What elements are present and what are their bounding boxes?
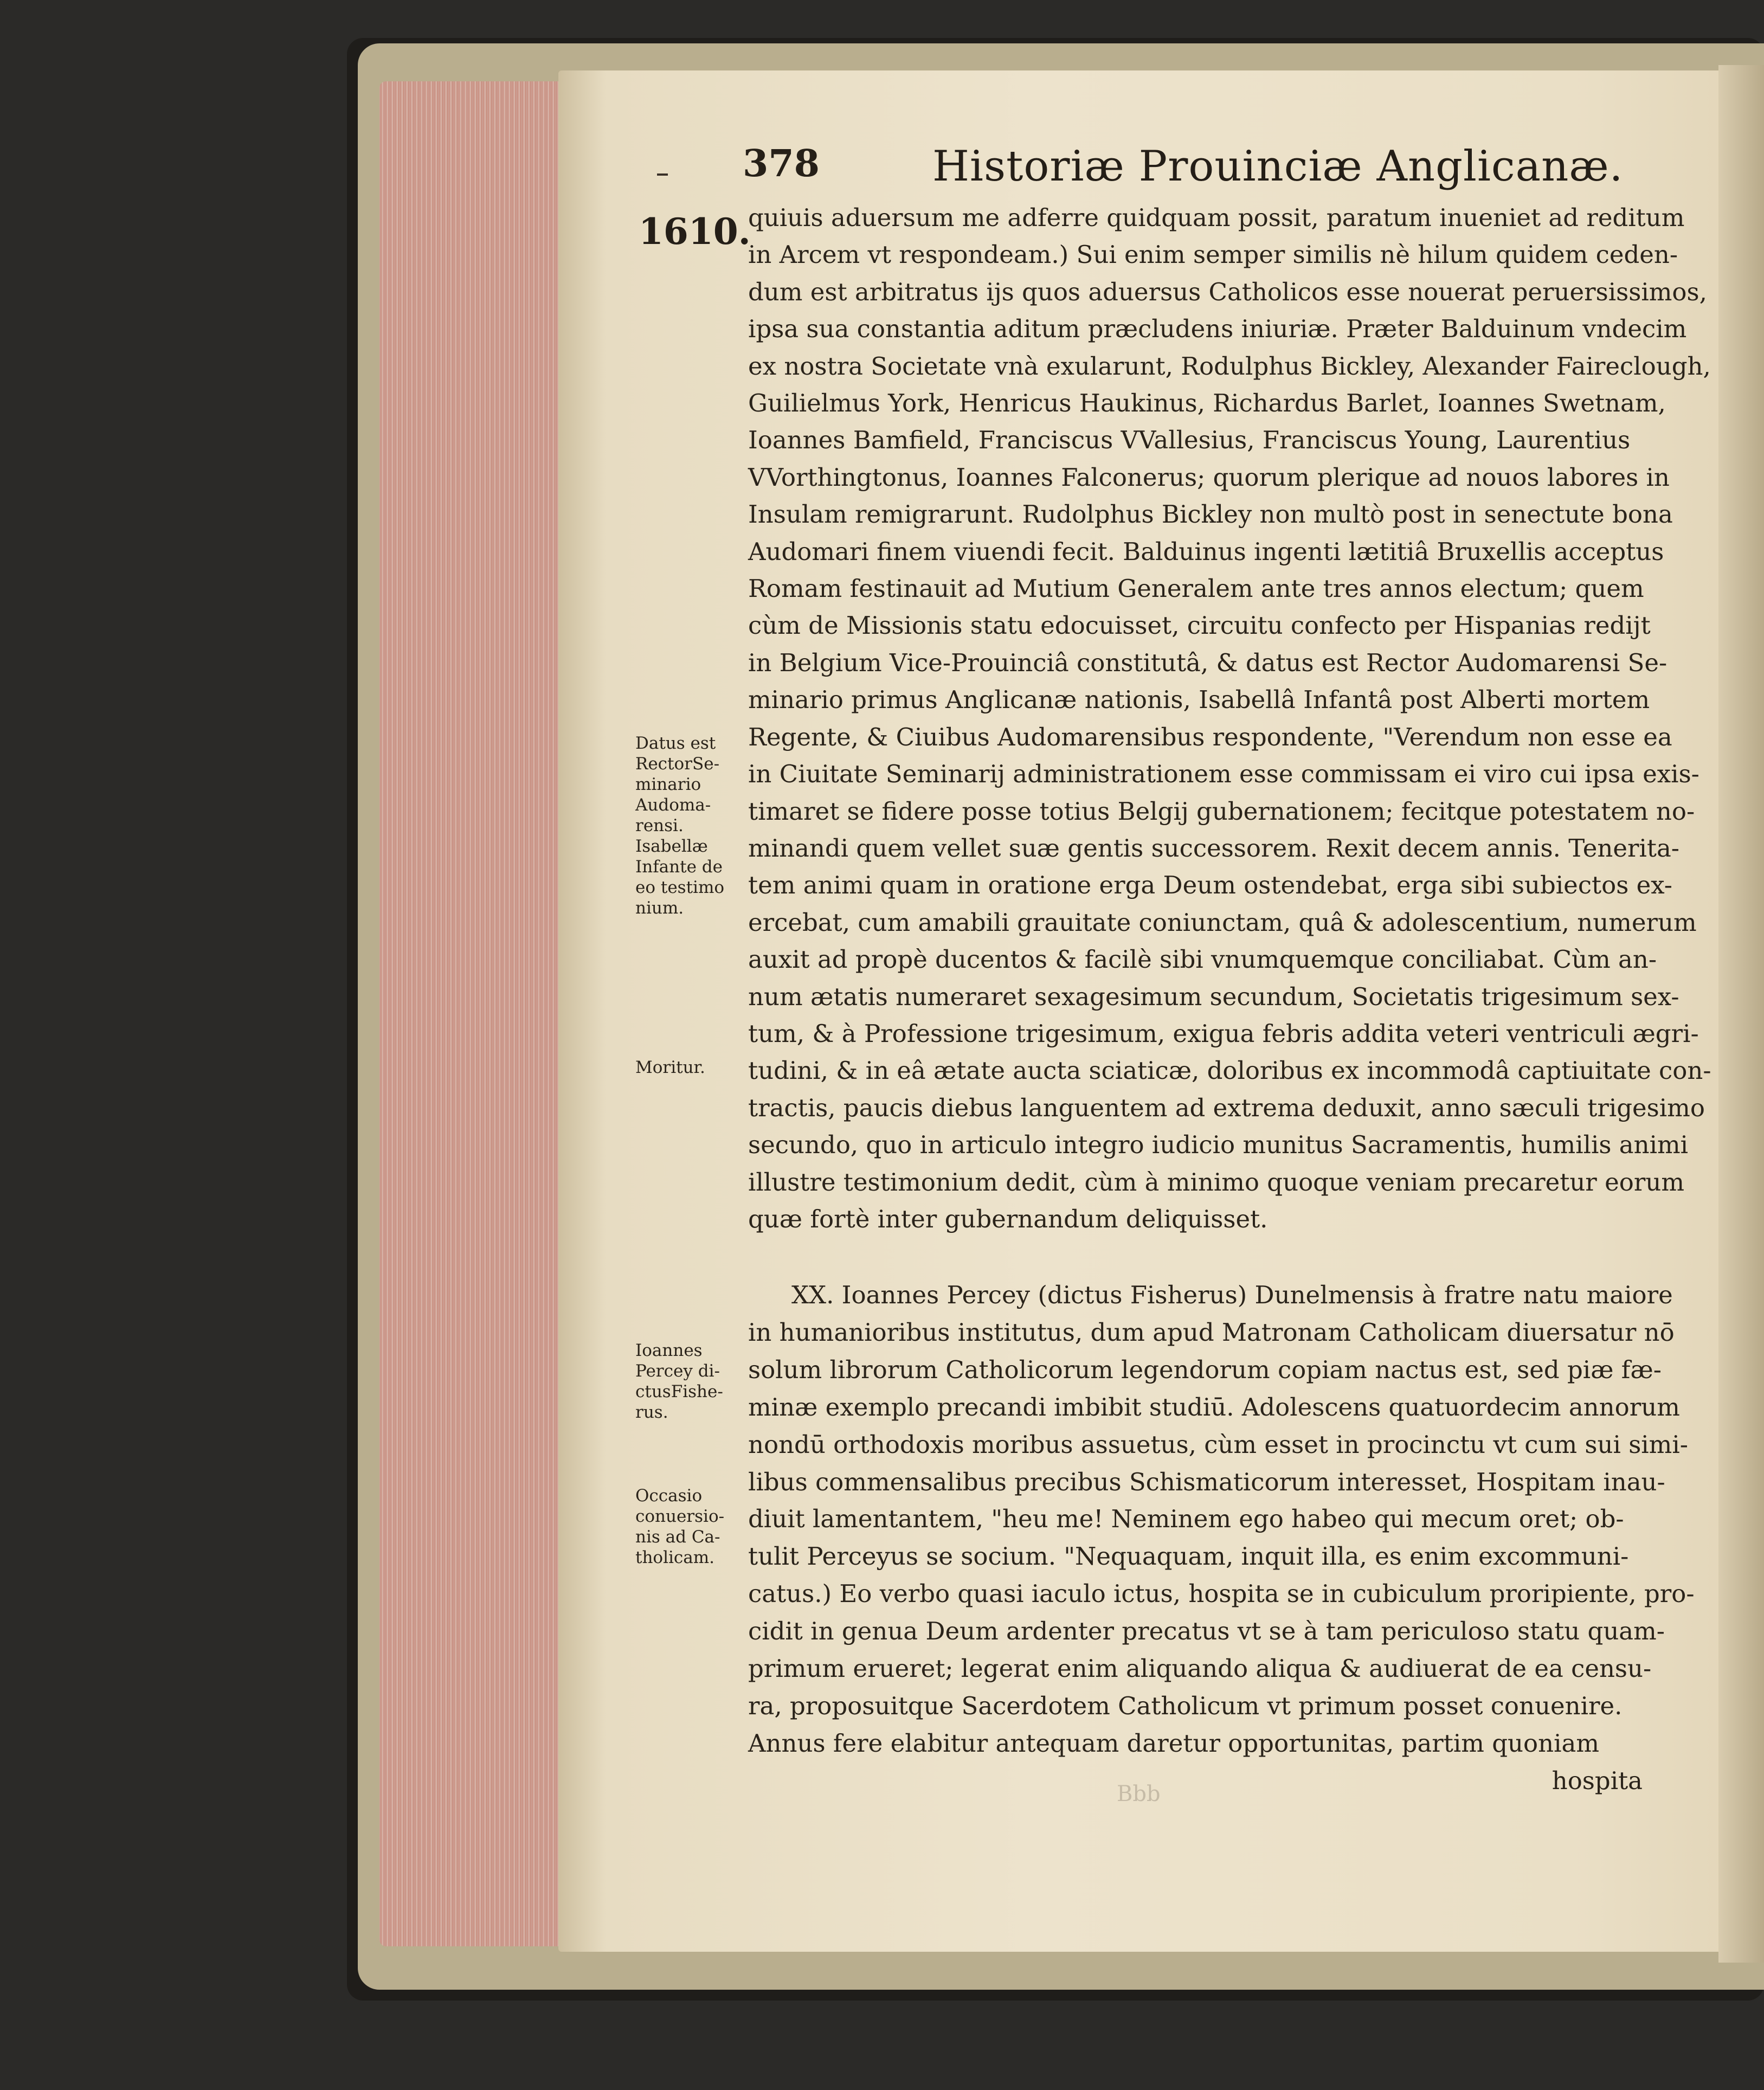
text-line: tem animi quam in oratione erga Deum ostendebat, erga sibi subiectos ex-: [748, 871, 1673, 900]
text-line: timaret se fidere posse totius Belgij gubernationem; fecitque potestatem no-: [748, 796, 1695, 826]
page-number: 378: [743, 142, 820, 185]
text-line: tum, & à Professione trigesimum, exigua febris addita veteri ventriculi ægri-: [748, 1019, 1699, 1048]
text-line: ra, proposuitque Sacerdotem Catholicum vt primum posset conuenire.: [748, 1691, 1623, 1720]
text-line: tulit Perceyus se socium. "Nequaquam, inquit illa, es enim excommuni-: [748, 1542, 1629, 1571]
margin-line: tholicam.: [635, 1548, 715, 1567]
text-line: illustre testimonium dedit, cùm à minimo quoque veniam precaretur eorum: [748, 1167, 1685, 1197]
text-line: in Ciuitate Seminarij administrationem esse commissam ei viro cui ipsa exis-: [748, 760, 1699, 789]
margin-line: RectorSe-: [635, 754, 720, 774]
text-line: Annus fere elabitur antequam daretur opportunitas, partim quoniam: [748, 1728, 1599, 1758]
margin-line: Percey di-: [635, 1361, 720, 1381]
catchword: hospita: [1551, 1766, 1643, 1795]
margin-line: conuersio-: [635, 1507, 725, 1526]
margin-line: Audoma-: [635, 795, 711, 815]
text-line: cidit in genua Deum ardenter precatus vt se à tam periculoso statu quam-: [748, 1617, 1665, 1646]
text-line: diuit lamentantem, "heu me! Neminem ego habeo qui mecum oret; ob-: [748, 1504, 1624, 1534]
text-line: ex nostra Societate vnà exularunt, Rodulphus Bickley, Alexander Faireclough,: [748, 351, 1711, 381]
margin-line: nium.: [635, 898, 684, 918]
text-line: Guilielmus York, Henricus Haukinus, Richardus Barlet, Ioannes Swetnam,: [748, 389, 1666, 418]
margin-line: rensi.: [635, 816, 684, 835]
margin-line: Ioannes: [635, 1341, 703, 1360]
margin-line: nis ad Ca-: [635, 1527, 720, 1547]
text-line: cùm de Missionis statu edocuisset, circuitu confecto per Hispanias redijt: [748, 611, 1651, 640]
text-line: minæ exemplo precandi imbibit studiū. Adolescens quatuordecim annorum: [748, 1392, 1680, 1422]
text-line: libus commensalibus precibus Schismaticorum interesset, Hospitam inau-: [748, 1467, 1665, 1496]
margin-note-rector: [635, 733, 744, 918]
year-marker: 1610.: [639, 210, 751, 253]
text-line: Audomari finem viuendi fecit. Balduinus ingenti lætitiâ Bruxellis acceptus: [748, 537, 1664, 566]
text-line: Ioannes Bamfield, Franciscus VVallesius, Franciscus Young, Laurentius: [748, 426, 1631, 455]
paragraph-2: [748, 1277, 1695, 1800]
text-line: auxit ad propè ducentos & facilè sibi vnumquemque conciliabat. Cùm an-: [748, 945, 1657, 974]
text-line: VVorthingtonus, Ioannes Falconerus; quorum plerique ad nouos labores in: [748, 462, 1670, 492]
margin-line: Occasio: [635, 1486, 703, 1506]
text-line: nondū orthodoxis moribus assuetus, cùm esset in procinctu vt cum sui simi-: [748, 1430, 1688, 1459]
text-line: quæ fortè inter gubernandum deliquisset.: [748, 1204, 1268, 1233]
text-line: catus.) Eo verbo quasi iaculo ictus, hospita se in cubiculum proripiente, pro-: [748, 1579, 1695, 1609]
text-line: primum erueret; legerat enim aliquando aliqua & audiuerat de ea censu-: [748, 1654, 1652, 1683]
text-line: dum est arbitratus ijs quos aduersus Catholicos esse nouerat peruersissimos,: [748, 277, 1707, 306]
text-line: ipsa sua constantia aditum præcludens iniuriæ. Præter Balduinum vndecim: [748, 314, 1687, 344]
text-line: in Arcem vt respondeam.) Sui enim semper similis nè hilum quidem ceden-: [748, 240, 1678, 269]
text-line: Insulam remigrarunt. Rudolphus Bickley non multò post in senectute bona: [748, 500, 1673, 529]
text-line: in humanioribus institutus, dum apud Matronam Catholicam diuersatur nō: [748, 1317, 1675, 1347]
margin-line: Isabellæ: [635, 837, 708, 856]
margin-line: Datus est: [635, 734, 716, 753]
text-line: secundo, quo in articulo integro iudicio munitus Sacramentis, humilis animi: [748, 1130, 1689, 1160]
text-line: minario primus Anglicanæ nationis, Isabellâ Infantâ post Alberti mortem: [748, 685, 1650, 715]
text-line: minandi quem vellet suæ gentis successorem. Rexit decem annis. Tenerita-: [748, 833, 1679, 863]
text-line: ercebat, cum amabili grauitate coniunctam, quâ & adolescentium, numerum: [748, 908, 1697, 937]
margin-line: ctusFishe-: [635, 1382, 723, 1401]
text-line: tractis, paucis diebus languentem ad extrema deduxit, anno sæculi trigesimo: [748, 1093, 1705, 1122]
text-line: Regente, & Ciuibus Audomarensibus respondente, "Verendum non esse ea: [748, 722, 1672, 751]
running-title: Historiæ Prouinciæ Anglicanæ.: [932, 142, 1624, 191]
text-line: solum librorum Catholicorum legendorum copiam nactus est, sed piæ fæ-: [748, 1355, 1662, 1384]
gutter: [1718, 65, 1764, 1963]
margin-note-percey: [635, 1340, 744, 1423]
margin-line: Moritur.: [635, 1058, 705, 1077]
text-line: in Belgium Vice-Prouinciâ constitutâ, & datus est Rector Audomarensi Se-: [748, 648, 1668, 677]
text-line: num ætatis numeraret sexagesimum secundum, Societatis trigesimum sex-: [748, 982, 1679, 1011]
margin-note-occasio: [635, 1485, 744, 1568]
page-edges: [379, 81, 575, 1946]
text-line: XX. Ioannes Percey (dictus Fisherus) Dunelmensis à fratre natu maiore: [791, 1281, 1673, 1309]
margin-line: minario: [635, 775, 701, 794]
text-line: quiuis aduersum me adferre quidquam possit, paratum inueniet ad reditum: [748, 203, 1685, 232]
signature-mark: Bbb: [1117, 1782, 1161, 1806]
text-line: tudini, & in eâ ætate aucta sciaticæ, doloribus ex incommodâ captiuitate con-: [748, 1056, 1711, 1085]
paragraph-1: [748, 200, 1711, 1238]
text-line: Romam festinauit ad Mutium Generalem ante tres annos electum; quem: [748, 574, 1644, 603]
margin-line: Infante de: [635, 857, 723, 877]
margin-note-moritur: [635, 1057, 744, 1078]
margin-line: rus.: [635, 1403, 668, 1422]
dash-mark: [657, 173, 668, 176]
margin-line: eo testimo: [635, 878, 725, 897]
